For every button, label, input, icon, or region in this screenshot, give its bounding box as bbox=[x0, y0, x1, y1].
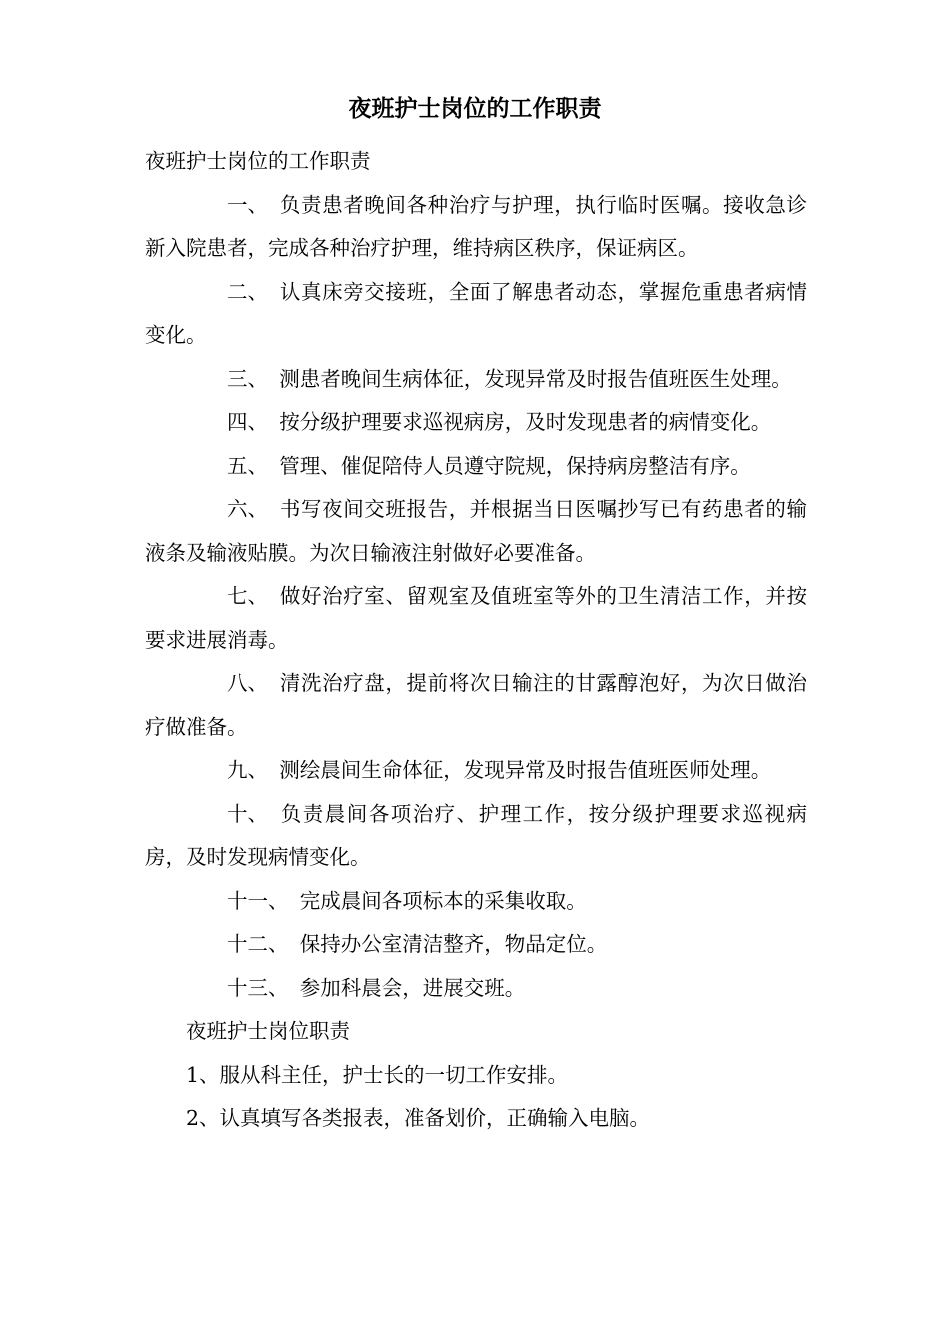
duty-text: 管理、催促陪侍人员遵守院规，保持病房整洁有序。 bbox=[279, 453, 751, 478]
section2-item-2: 2、认真填写各类报表，准备划价，正确输入电脑。 bbox=[186, 1106, 651, 1130]
section2-heading: 夜班护士岗位职责 bbox=[186, 1019, 350, 1043]
duty-item-1 bbox=[145, 184, 807, 271]
duty-item-9 bbox=[145, 749, 807, 793]
duty-text: 完成晨间各项标本的采集收取。 bbox=[299, 888, 587, 913]
duty-text: 参加科晨会，进展交班。 bbox=[299, 975, 526, 1000]
duty-text: 按分级护理要求巡视病房，及时发现患者的病情变化。 bbox=[279, 410, 772, 434]
duty-text: 负责晨间各项治疗、护理工作，按分级护理要求巡视病房，及时发现病情变化。 bbox=[145, 801, 807, 869]
duty-item-2 bbox=[145, 271, 807, 358]
duty-item-3 bbox=[145, 358, 807, 402]
document-body bbox=[145, 140, 807, 1141]
duty-number: 七、 bbox=[227, 584, 268, 608]
duty-item-13 bbox=[145, 967, 807, 1011]
duty-number: 十一、 bbox=[227, 888, 289, 913]
section2-item-1: 1、服从科主任，护士长的一切工作安排。 bbox=[186, 1062, 569, 1087]
duty-item-4 bbox=[145, 401, 807, 445]
duty-item-11 bbox=[145, 880, 807, 924]
duty-item-7 bbox=[145, 575, 807, 662]
duty-number: 二、 bbox=[227, 279, 268, 304]
duty-number: 三、 bbox=[227, 366, 268, 391]
duty-text: 做好治疗室、留观室及值班室等外的卫生清洁工作，并按要求进展消毒。 bbox=[145, 584, 807, 652]
duty-item-8 bbox=[145, 662, 807, 749]
duty-number: 九、 bbox=[227, 758, 268, 782]
duty-item-10 bbox=[145, 793, 807, 880]
duty-number: 十二、 bbox=[227, 932, 289, 956]
duty-number: 六、 bbox=[227, 497, 268, 521]
duty-number: 十三、 bbox=[227, 975, 289, 1000]
duty-text: 认真床旁交接班，全面了解患者动态，掌握危重患者病情变化。 bbox=[145, 279, 807, 347]
duty-item-12 bbox=[145, 923, 807, 967]
duty-item-6 bbox=[145, 488, 807, 575]
duty-text: 负责患者晚间各种治疗与护理，执行临时医嘱。接收急诊新入院患者，完成各种治疗护理，维持病区秩序，保证病区。 bbox=[145, 192, 807, 260]
duty-number: 十、 bbox=[227, 801, 268, 826]
duty-text: 清洗治疗盘，提前将次日输注的甘露醇泡好，为次日做治疗做准备。 bbox=[145, 671, 807, 739]
document-subtitle: 夜班护士岗位的工作职责 bbox=[145, 149, 371, 173]
duty-item-5 bbox=[145, 445, 807, 489]
duty-number: 五、 bbox=[227, 453, 268, 478]
duty-number: 一、 bbox=[227, 192, 268, 217]
duty-text: 书写夜间交班报告，并根据当日医嘱抄写已有药患者的输液条及输液贴膜。为次日输液注射做好必要准备。 bbox=[145, 497, 807, 565]
duty-text: 测绘晨间生命体征，发现异常及时报告值班医师处理。 bbox=[279, 758, 772, 782]
duty-text: 测患者晚间生病体征，发现异常及时报告值班医生处理。 bbox=[279, 366, 792, 391]
duty-number: 四、 bbox=[227, 410, 268, 434]
document-title: 夜班护士岗位的工作职责 bbox=[348, 95, 602, 122]
duty-number: 八、 bbox=[227, 671, 268, 695]
duty-text: 保持办公室清洁整齐，物品定位。 bbox=[299, 932, 608, 956]
